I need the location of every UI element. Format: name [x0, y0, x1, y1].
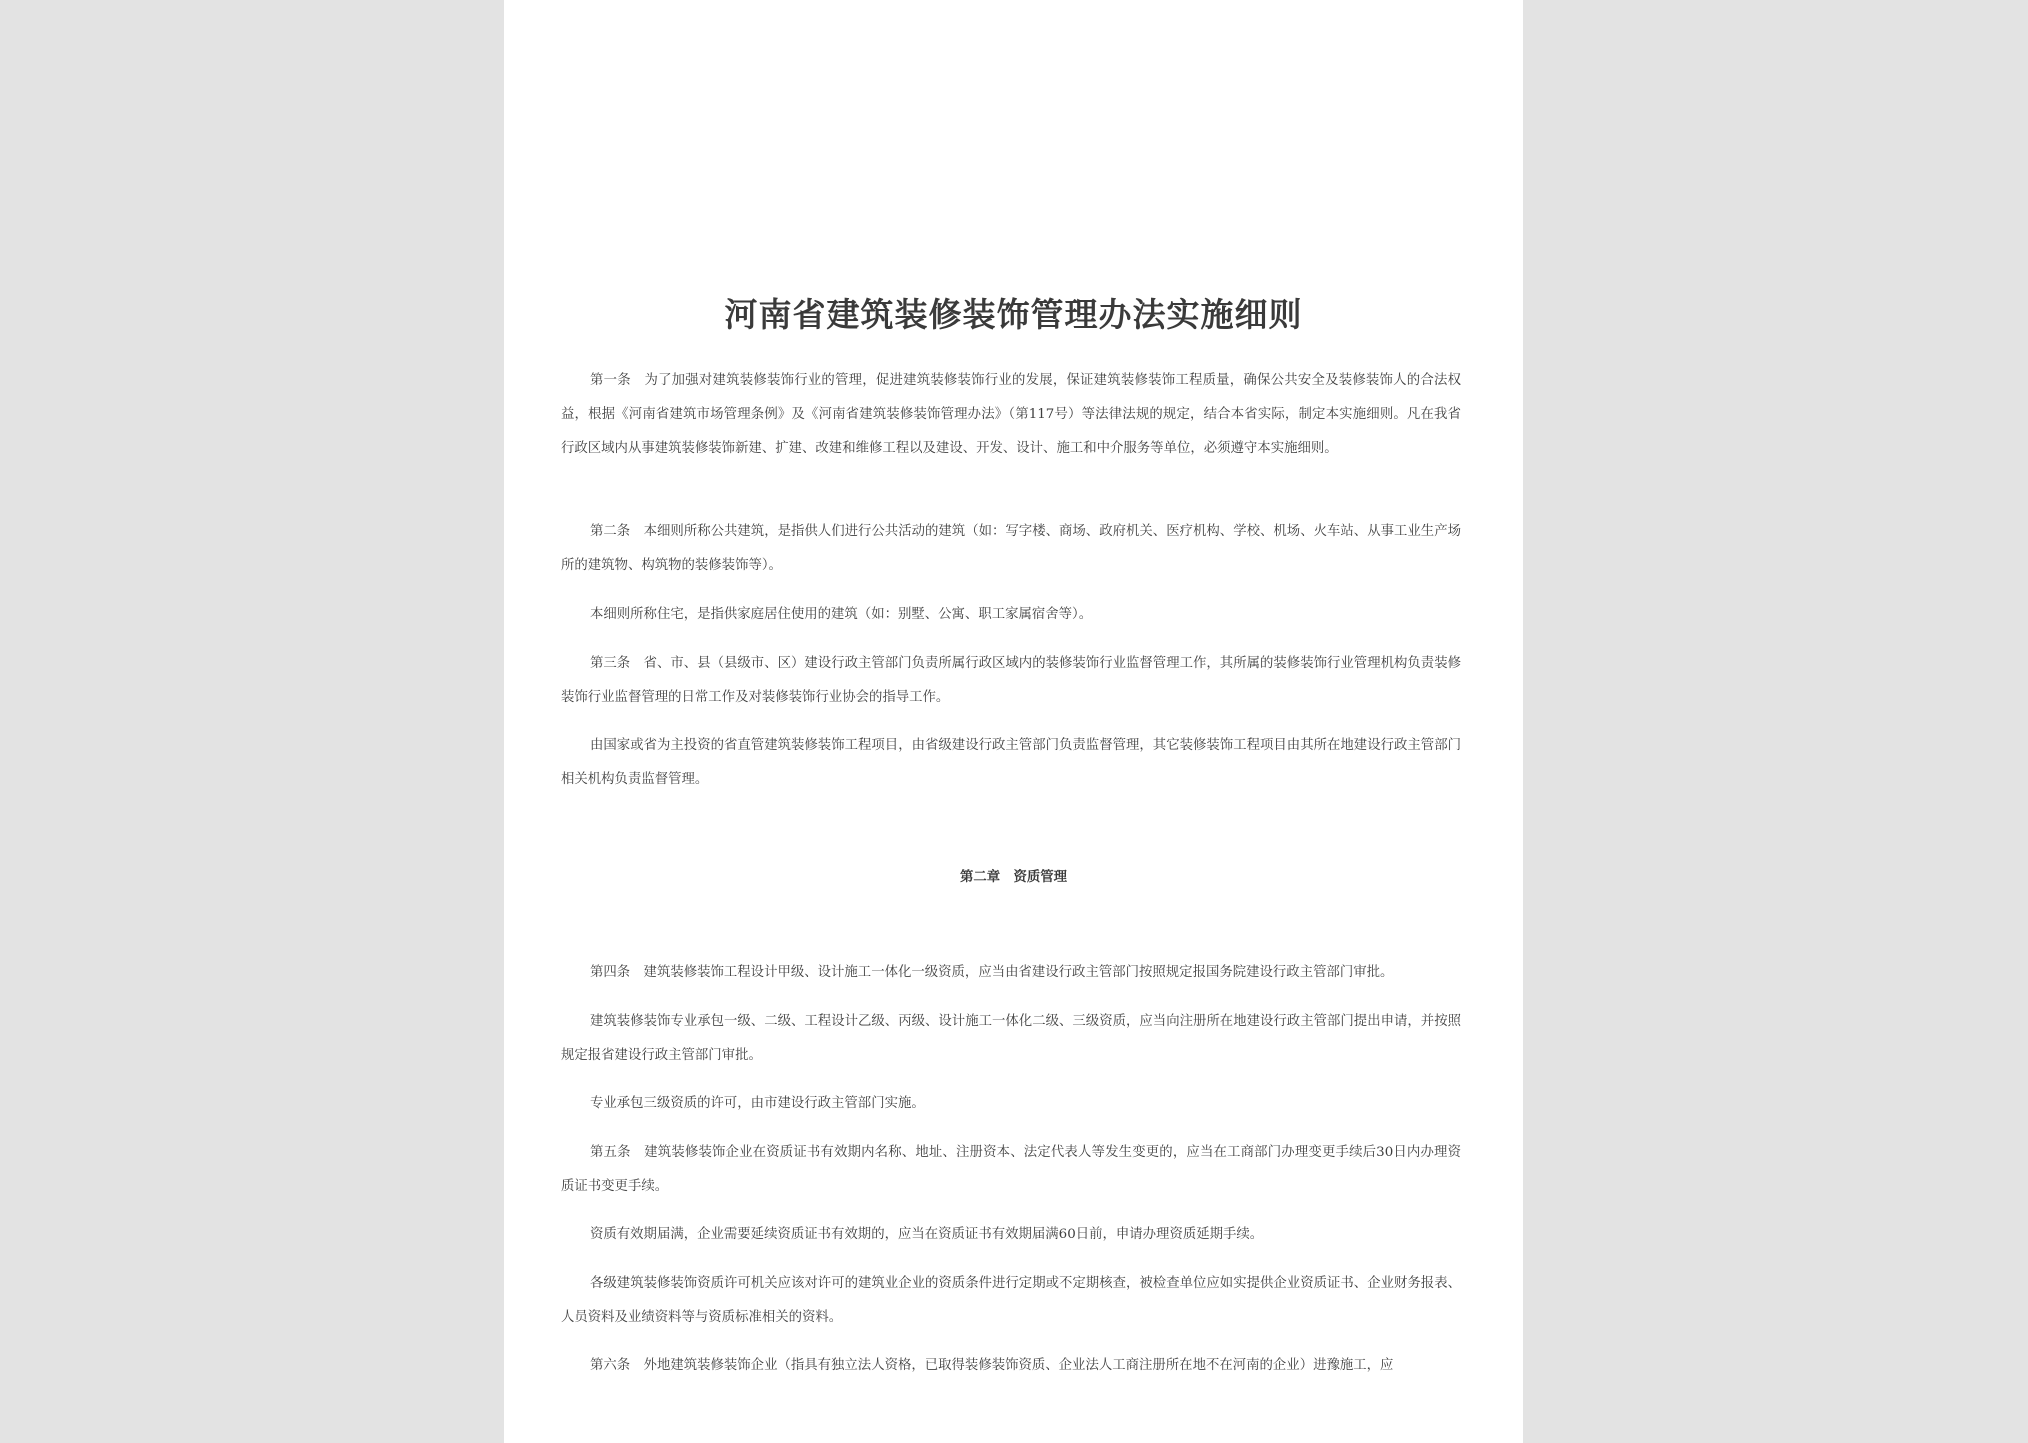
qualification-extension-paragraph: 资质有效期届满，企业需要延续资质证书有效期的，应当在资质证书有效期届满60日前，申请办理资质延期手续。 — [590, 1227, 1264, 1242]
article-3-paragraph: 第三条 省、市、县（县级市、区）建设行政主管部门负责所属行政区域内的装修装饰行业监督管理工作，其所属的装修装饰行业管理机构负责装修装饰行业监督管理的日常工作及对装修装饰行业协会的指导工作。 — [561, 656, 1461, 705]
residence-definition-paragraph: 本细则所称住宅，是指供家庭居住使用的建筑（如：别墅、公寓、职工家属宿舍等）。 — [590, 607, 1093, 622]
article-4-paragraph: 第四条 建筑装修装饰工程设计甲级、设计施工一体化一级资质，应当由省建设行政主管部门按照规定报国务院建设行政主管部门审批。 — [590, 965, 1394, 980]
document-page — [504, 0, 1523, 1443]
document-title: 河南省建筑装修装饰管理办法实施细则 — [724, 295, 1303, 334]
grade-3-license-paragraph: 专业承包三级资质的许可，由市建设行政主管部门实施。 — [590, 1096, 925, 1111]
article-6-paragraph: 第六条 外地建筑装修装饰企业（指具有独立法人资格，已取得装修装饰资质、企业法人工商注册所在地不在河南的企业）进豫施工，应 — [590, 1358, 1394, 1373]
article-1-paragraph: 第一条 为了加强对建筑装修装饰行业的管理，促进建筑装修装饰行业的发展，保证建筑装修装饰工程质量，确保公共安全及装修装饰人的合法权益，根据《河南省建筑市场管理条例》及《河南省建筑装修装饰管理办法》（第117号）等法律法规的规定，结合本省实际，制定本实施细则。凡在我省行政区域内从事建筑装修装饰新建、扩建、改建和维修工程以及建设、开发、设计、施工和中介服务等单位，必须遵守本实施细则。 — [561, 373, 1461, 456]
qualification-inspection-paragraph: 各级建筑装修装饰资质许可机关应该对许可的建筑业企业的资质条件进行定期或不定期核查，被检查单位应如实提供企业资质证书、企业财务报表、人员资料及业绩资料等与资质标准相关的资料。 — [561, 1276, 1461, 1325]
direct-management-paragraph: 由国家或省为主投资的省直管建筑装修装饰工程项目，由省级建设行政主管部门负责监督管理，其它装修装饰工程项目由其所在地建设行政主管部门相关机构负责监督管理。 — [561, 738, 1461, 787]
article-5-paragraph: 第五条 建筑装修装饰企业在资质证书有效期内名称、地址、注册资本、法定代表人等发生变更的，应当在工商部门办理变更手续后30日内办理资质证书变更手续。 — [561, 1145, 1461, 1194]
article-2-paragraph: 第二条 本细则所称公共建筑，是指供人们进行公共活动的建筑（如：写字楼、商场、政府机关、医疗机构、学校、机场、火车站、从事工业生产场所的建筑物、构筑物的装修装饰等）。 — [561, 524, 1461, 573]
qualification-application-paragraph: 建筑装修装饰专业承包一级、二级、工程设计乙级、丙级、设计施工一体化二级、三级资质，应当向注册所在地建设行政主管部门提出申请，并按照规定报省建设行政主管部门审批。 — [561, 1014, 1461, 1063]
chapter-heading: 第二章 资质管理 — [959, 869, 1068, 885]
